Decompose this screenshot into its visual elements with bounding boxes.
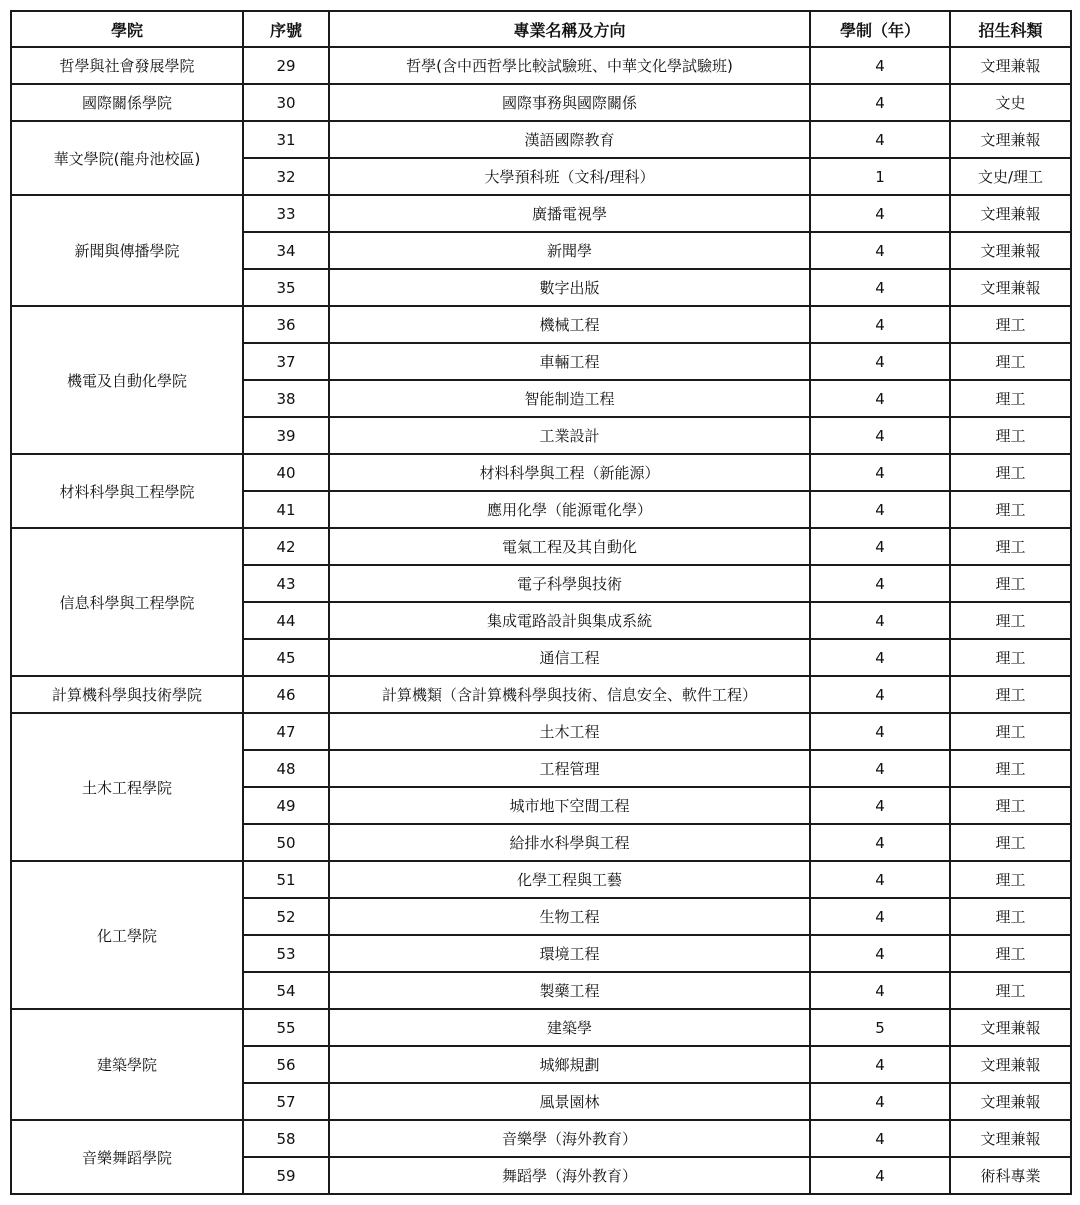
major-cell: 建築學 xyxy=(329,1009,810,1046)
years-cell: 1 xyxy=(810,158,950,195)
college-cell: 土木工程學院 xyxy=(11,713,243,861)
seq-cell: 42 xyxy=(243,528,329,565)
table-row xyxy=(11,121,1071,158)
years-cell: 5 xyxy=(810,1009,950,1046)
seq-cell: 47 xyxy=(243,713,329,750)
seq-cell: 58 xyxy=(243,1120,329,1157)
seq-cell: 35 xyxy=(243,269,329,306)
category-cell: 文理兼報 xyxy=(950,1083,1071,1120)
major-cell: 給排水科學與工程 xyxy=(329,824,810,861)
category-cell: 理工 xyxy=(950,787,1071,824)
header-college: 學院 xyxy=(11,11,243,47)
header-row xyxy=(11,11,1071,47)
seq-cell: 51 xyxy=(243,861,329,898)
years-cell: 4 xyxy=(810,47,950,84)
years-cell: 4 xyxy=(810,750,950,787)
major-cell: 國際事務與國際關係 xyxy=(329,84,810,121)
seq-cell: 52 xyxy=(243,898,329,935)
years-cell: 4 xyxy=(810,528,950,565)
years-cell: 4 xyxy=(810,195,950,232)
seq-cell: 45 xyxy=(243,639,329,676)
category-cell: 理工 xyxy=(950,343,1071,380)
years-cell: 4 xyxy=(810,565,950,602)
years-cell: 4 xyxy=(810,787,950,824)
years-cell: 4 xyxy=(810,602,950,639)
seq-cell: 48 xyxy=(243,750,329,787)
seq-cell: 40 xyxy=(243,454,329,491)
years-cell: 4 xyxy=(810,898,950,935)
major-cell: 舞蹈學（海外教育） xyxy=(329,1157,810,1194)
years-cell: 4 xyxy=(810,1083,950,1120)
category-cell: 理工 xyxy=(950,972,1071,1009)
years-cell: 4 xyxy=(810,1046,950,1083)
table-body xyxy=(11,47,1071,1194)
years-cell: 4 xyxy=(810,84,950,121)
major-cell: 廣播電視學 xyxy=(329,195,810,232)
major-cell: 製藥工程 xyxy=(329,972,810,1009)
seq-cell: 50 xyxy=(243,824,329,861)
years-cell: 4 xyxy=(810,1120,950,1157)
seq-cell: 29 xyxy=(243,47,329,84)
years-cell: 4 xyxy=(810,306,950,343)
category-cell: 文理兼報 xyxy=(950,269,1071,306)
years-cell: 4 xyxy=(810,824,950,861)
category-cell: 理工 xyxy=(950,639,1071,676)
seq-cell: 32 xyxy=(243,158,329,195)
years-cell: 4 xyxy=(810,417,950,454)
major-cell: 工業設計 xyxy=(329,417,810,454)
table-row xyxy=(11,861,1071,898)
major-cell: 電氣工程及其自動化 xyxy=(329,528,810,565)
years-cell: 4 xyxy=(810,972,950,1009)
category-cell: 理工 xyxy=(950,676,1071,713)
category-cell: 理工 xyxy=(950,750,1071,787)
years-cell: 4 xyxy=(810,491,950,528)
major-cell: 環境工程 xyxy=(329,935,810,972)
seq-cell: 33 xyxy=(243,195,329,232)
category-cell: 理工 xyxy=(950,898,1071,935)
category-cell: 文理兼報 xyxy=(950,1120,1071,1157)
years-cell: 4 xyxy=(810,454,950,491)
college-cell: 信息科學與工程學院 xyxy=(11,528,243,676)
header-major: 專業名稱及方向 xyxy=(329,11,810,47)
table-row xyxy=(11,195,1071,232)
college-cell: 化工學院 xyxy=(11,861,243,1009)
seq-cell: 53 xyxy=(243,935,329,972)
table-row xyxy=(11,713,1071,750)
table-row xyxy=(11,47,1071,84)
seq-cell: 46 xyxy=(243,676,329,713)
years-cell: 4 xyxy=(810,121,950,158)
table-row xyxy=(11,84,1071,121)
college-cell: 新聞與傳播學院 xyxy=(11,195,243,306)
category-cell: 理工 xyxy=(950,861,1071,898)
years-cell: 4 xyxy=(810,232,950,269)
category-cell: 理工 xyxy=(950,565,1071,602)
major-cell: 電子科學與技術 xyxy=(329,565,810,602)
major-cell: 化學工程與工藝 xyxy=(329,861,810,898)
seq-cell: 34 xyxy=(243,232,329,269)
majors-table xyxy=(10,10,1072,1195)
category-cell: 文理兼報 xyxy=(950,232,1071,269)
seq-cell: 57 xyxy=(243,1083,329,1120)
college-cell: 國際關係學院 xyxy=(11,84,243,121)
table-row xyxy=(11,676,1071,713)
category-cell: 文理兼報 xyxy=(950,1046,1071,1083)
years-cell: 4 xyxy=(810,269,950,306)
category-cell: 理工 xyxy=(950,824,1071,861)
major-cell: 材料科學與工程（新能源） xyxy=(329,454,810,491)
college-cell: 哲學與社會發展學院 xyxy=(11,47,243,84)
major-cell: 土木工程 xyxy=(329,713,810,750)
seq-cell: 49 xyxy=(243,787,329,824)
major-cell: 通信工程 xyxy=(329,639,810,676)
category-cell: 理工 xyxy=(950,935,1071,972)
category-cell: 文理兼報 xyxy=(950,47,1071,84)
seq-cell: 30 xyxy=(243,84,329,121)
seq-cell: 38 xyxy=(243,380,329,417)
major-cell: 機械工程 xyxy=(329,306,810,343)
seq-cell: 55 xyxy=(243,1009,329,1046)
college-cell: 音樂舞蹈學院 xyxy=(11,1120,243,1194)
major-cell: 計算機類（含計算機科學與技術、信息安全、軟件工程） xyxy=(329,676,810,713)
category-cell: 理工 xyxy=(950,602,1071,639)
table-header xyxy=(11,11,1071,47)
category-cell: 文理兼報 xyxy=(950,195,1071,232)
category-cell: 術科專業 xyxy=(950,1157,1071,1194)
category-cell: 理工 xyxy=(950,380,1071,417)
seq-cell: 36 xyxy=(243,306,329,343)
major-cell: 漢語國際教育 xyxy=(329,121,810,158)
major-cell: 城鄉規劃 xyxy=(329,1046,810,1083)
years-cell: 4 xyxy=(810,676,950,713)
major-cell: 哲學(含中西哲學比較試驗班、中華文化學試驗班) xyxy=(329,47,810,84)
major-cell: 風景園林 xyxy=(329,1083,810,1120)
college-cell: 建築學院 xyxy=(11,1009,243,1120)
table-row xyxy=(11,528,1071,565)
header-years: 學制（年） xyxy=(810,11,950,47)
major-cell: 城市地下空間工程 xyxy=(329,787,810,824)
seq-cell: 41 xyxy=(243,491,329,528)
years-cell: 4 xyxy=(810,861,950,898)
category-cell: 理工 xyxy=(950,417,1071,454)
years-cell: 4 xyxy=(810,380,950,417)
major-cell: 生物工程 xyxy=(329,898,810,935)
major-cell: 應用化學（能源電化學） xyxy=(329,491,810,528)
seq-cell: 39 xyxy=(243,417,329,454)
category-cell: 理工 xyxy=(950,491,1071,528)
table-row xyxy=(11,1009,1071,1046)
table-row xyxy=(11,454,1071,491)
major-cell: 工程管理 xyxy=(329,750,810,787)
years-cell: 4 xyxy=(810,343,950,380)
major-cell: 音樂學（海外教育） xyxy=(329,1120,810,1157)
college-cell: 材料科學與工程學院 xyxy=(11,454,243,528)
major-cell: 智能制造工程 xyxy=(329,380,810,417)
college-cell: 計算機科學與技術學院 xyxy=(11,676,243,713)
major-cell: 新聞學 xyxy=(329,232,810,269)
years-cell: 4 xyxy=(810,935,950,972)
table-row xyxy=(11,306,1071,343)
category-cell: 理工 xyxy=(950,306,1071,343)
category-cell: 理工 xyxy=(950,528,1071,565)
seq-cell: 54 xyxy=(243,972,329,1009)
seq-cell: 56 xyxy=(243,1046,329,1083)
major-cell: 數字出版 xyxy=(329,269,810,306)
seq-cell: 43 xyxy=(243,565,329,602)
major-cell: 集成電路設計與集成系統 xyxy=(329,602,810,639)
header-category: 招生科類 xyxy=(950,11,1071,47)
major-cell: 大學預科班（文科/理科） xyxy=(329,158,810,195)
major-cell: 車輛工程 xyxy=(329,343,810,380)
college-cell: 華文學院(龍舟池校區) xyxy=(11,121,243,195)
category-cell: 文史 xyxy=(950,84,1071,121)
seq-cell: 37 xyxy=(243,343,329,380)
years-cell: 4 xyxy=(810,1157,950,1194)
seq-cell: 44 xyxy=(243,602,329,639)
category-cell: 文理兼報 xyxy=(950,121,1071,158)
table-row xyxy=(11,1120,1071,1157)
seq-cell: 31 xyxy=(243,121,329,158)
seq-cell: 59 xyxy=(243,1157,329,1194)
category-cell: 文史/理工 xyxy=(950,158,1071,195)
college-cell: 機電及自動化學院 xyxy=(11,306,243,454)
category-cell: 文理兼報 xyxy=(950,1009,1071,1046)
header-seq: 序號 xyxy=(243,11,329,47)
years-cell: 4 xyxy=(810,639,950,676)
category-cell: 理工 xyxy=(950,713,1071,750)
category-cell: 理工 xyxy=(950,454,1071,491)
years-cell: 4 xyxy=(810,713,950,750)
